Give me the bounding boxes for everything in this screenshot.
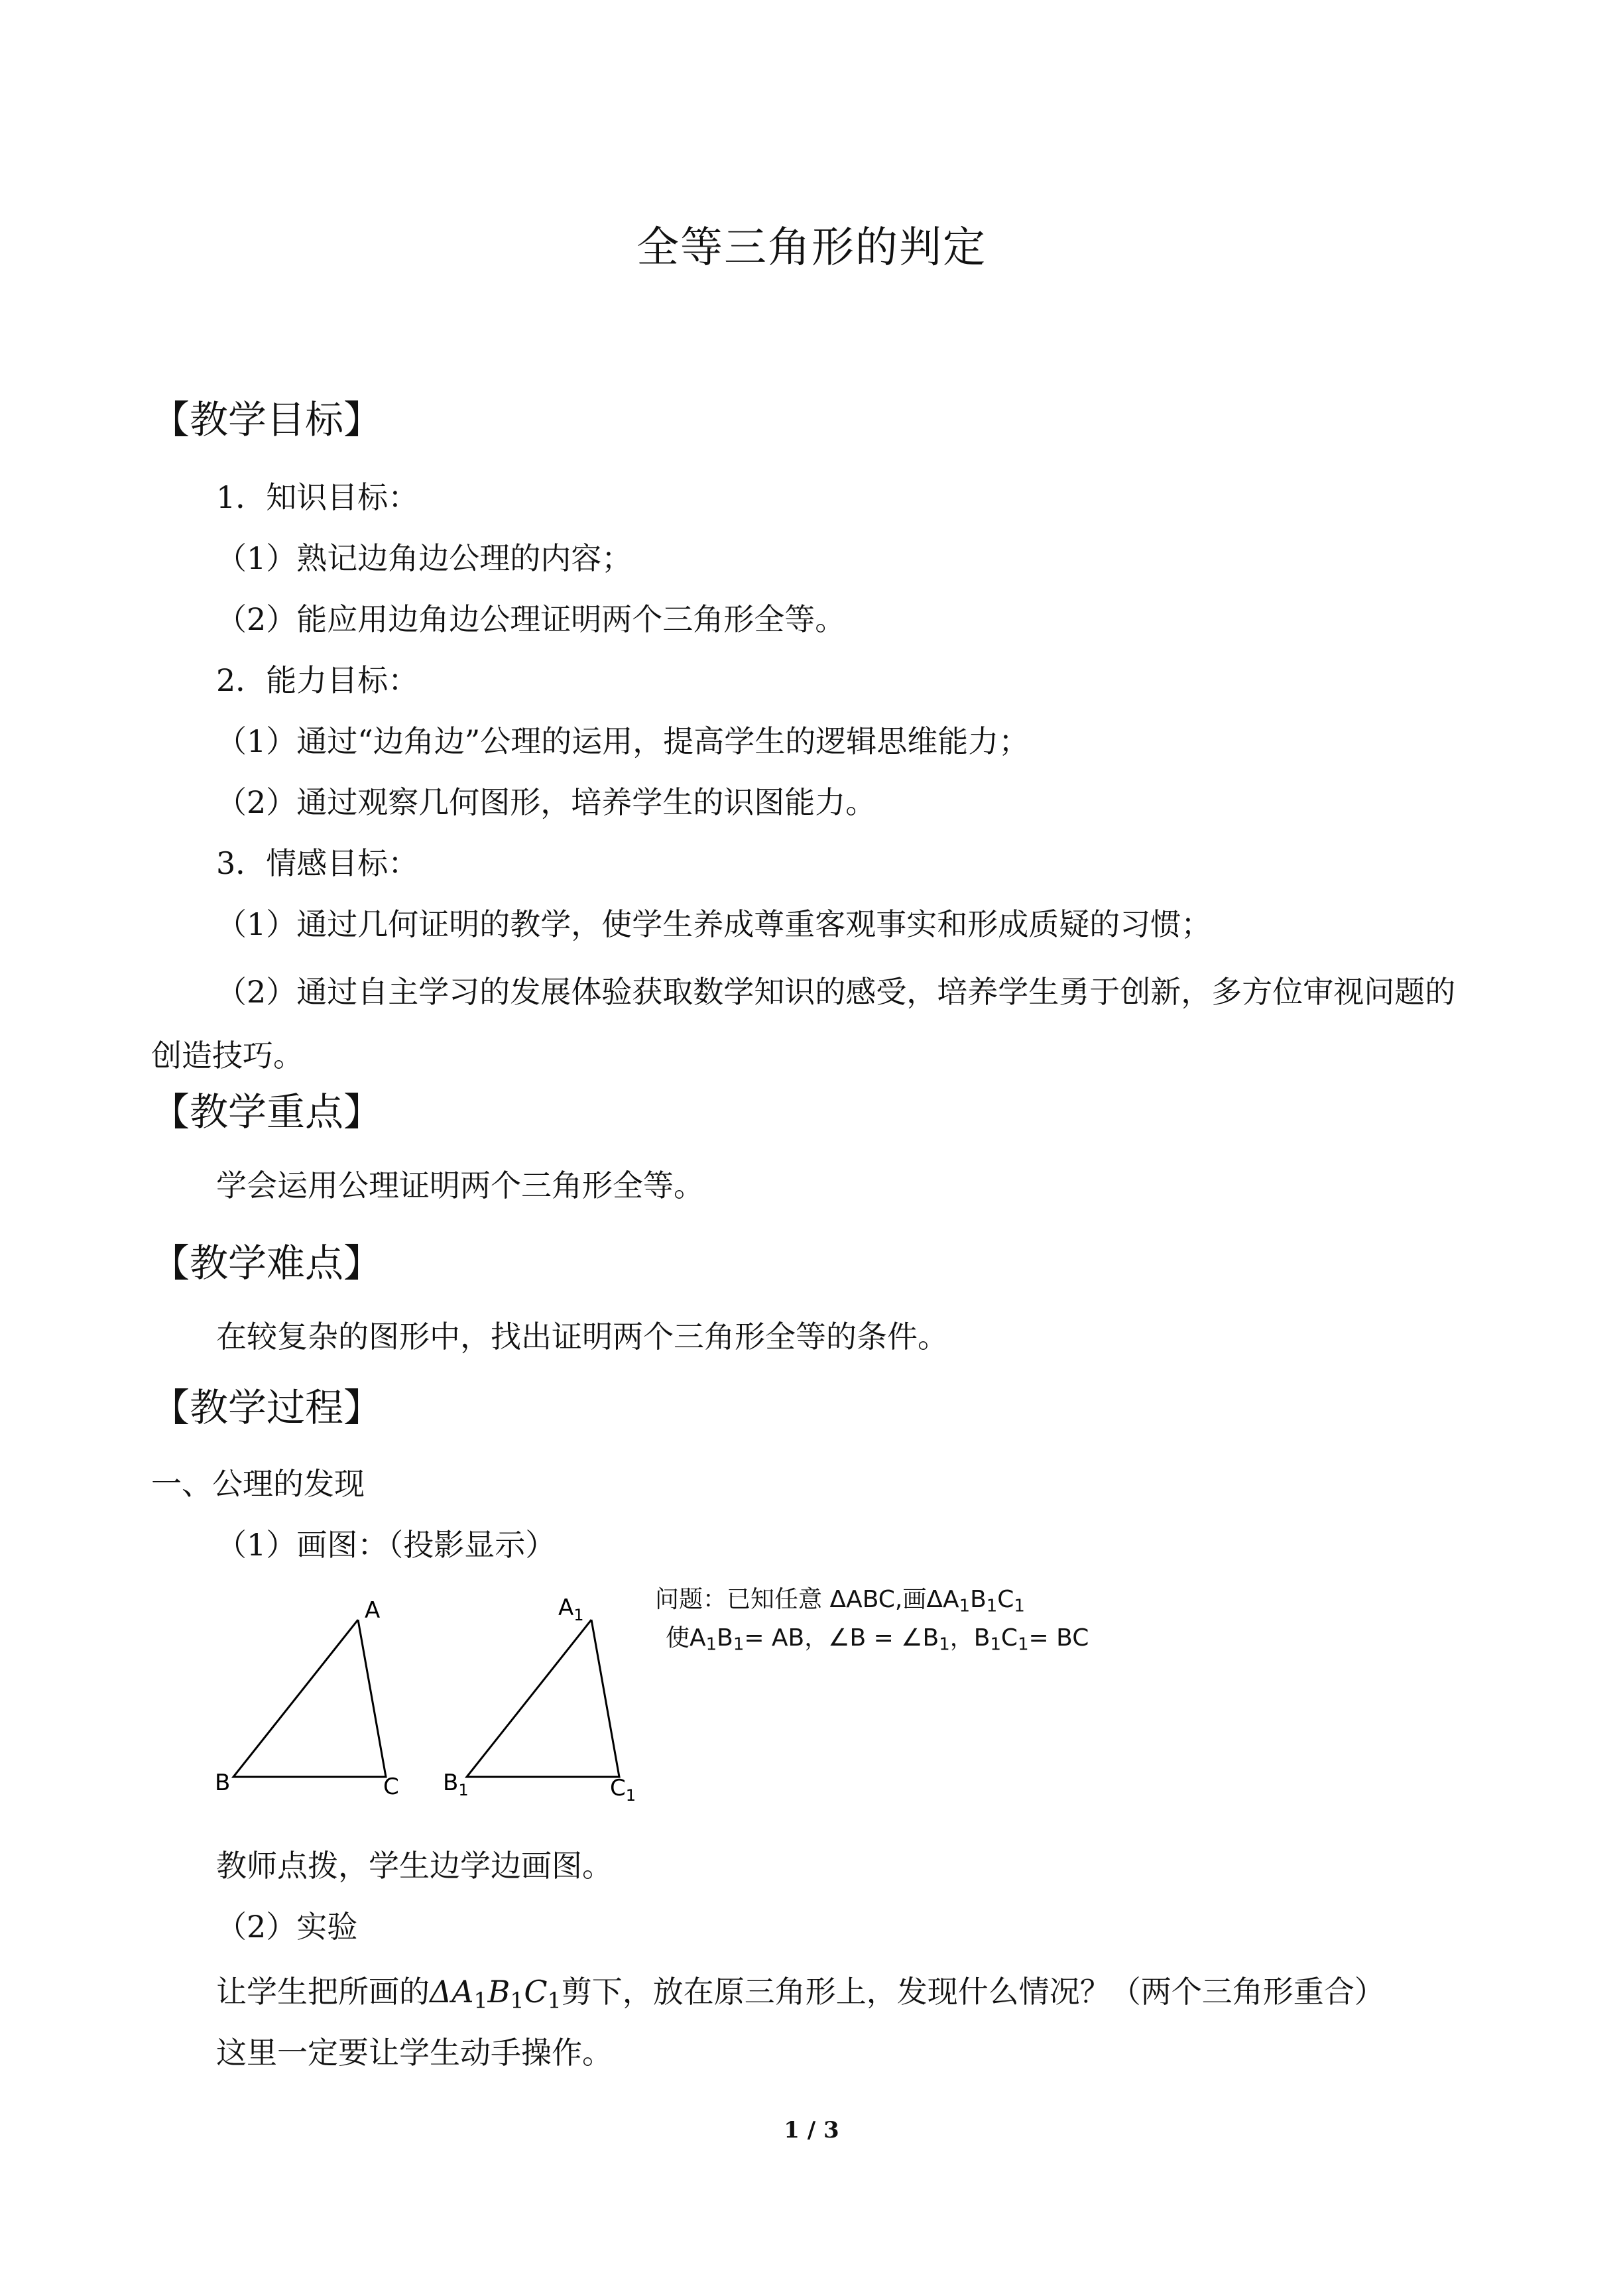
operation-note: 这里一定要让学生动手操作。 <box>216 2035 613 2071</box>
triangle-a1b1c1 <box>443 1595 636 1803</box>
heading-key: 【教学重点】 <box>151 1089 383 1134</box>
teacher-note: 教师点拨，学生边学边画图。 <box>216 1848 613 1884</box>
ability-item-2: （2）通过观察几何图形，培养学生的识图能力。 <box>216 784 876 820</box>
emotion-item-1: （1）通过几何证明的教学，使学生养成尊重客观事实和形成质疑的习惯； <box>216 906 1212 942</box>
vertex-b-label: B <box>215 1770 231 1796</box>
vertex-b1-label: $B_1$ <box>443 1770 469 1799</box>
experiment-text: 让学生把所画的$\Delta A_1B_1C_1$剪下，放在原三角形上，发现什么情况？（两个三角形重合） <box>216 1974 1385 2014</box>
step2-text: （2）实验 <box>216 1909 358 1945</box>
step1-text: （1）画图：（投影显示） <box>216 1527 556 1563</box>
knowledge-heading: 1．知识目标： <box>216 479 419 515</box>
ability-heading: 2．能力目标： <box>216 662 419 698</box>
page-number: 1 / 3 <box>784 2117 839 2144</box>
triangle-abc <box>215 1597 399 1800</box>
heading-difficulty: 【教学难点】 <box>151 1240 383 1286</box>
ability-item-1: （1）通过“边角边”公理的运用，提高学生的逻辑思维能力； <box>216 723 1030 759</box>
vertex-c1-label: $C_1$ <box>610 1775 636 1803</box>
problem-line-1: 问题：已知任意 ΔABC,画$\Delta A_1B_1C_1$ <box>655 1586 1025 1616</box>
emotion-heading: 3．情感目标： <box>216 845 419 881</box>
vertex-c-label: C <box>383 1774 399 1800</box>
vertex-a1-label: $A_1$ <box>558 1595 584 1624</box>
page-title: 全等三角形的判定 <box>636 223 987 272</box>
difficulty-text: 在较复杂的图形中，找出证明两个三角形全等的条件。 <box>216 1319 948 1355</box>
heading-process: 【教学过程】 <box>151 1385 383 1430</box>
vertex-a-label: A <box>365 1597 381 1624</box>
knowledge-item-2: （2）能应用边角边公理证明两个三角形全等。 <box>216 601 846 637</box>
knowledge-item-1: （1）熟记边角边公理的内容； <box>216 540 632 576</box>
problem-line-2: 使$A_1B_1=$ AB，∠B = $\angle B_1$，$B_1C_1=$ BC <box>666 1624 1089 1655</box>
heading-objectives: 【教学目标】 <box>151 397 383 442</box>
emotion-item-2: （2）通过自主学习的发展体验获取数学知识的感受，培养学生勇于创新，多方位审视问题的创造技巧。 <box>151 974 1456 1073</box>
key-text: 学会运用公理证明两个三角形全等。 <box>216 1168 704 1203</box>
part1-heading: 一、公理的发现 <box>151 1466 365 1502</box>
